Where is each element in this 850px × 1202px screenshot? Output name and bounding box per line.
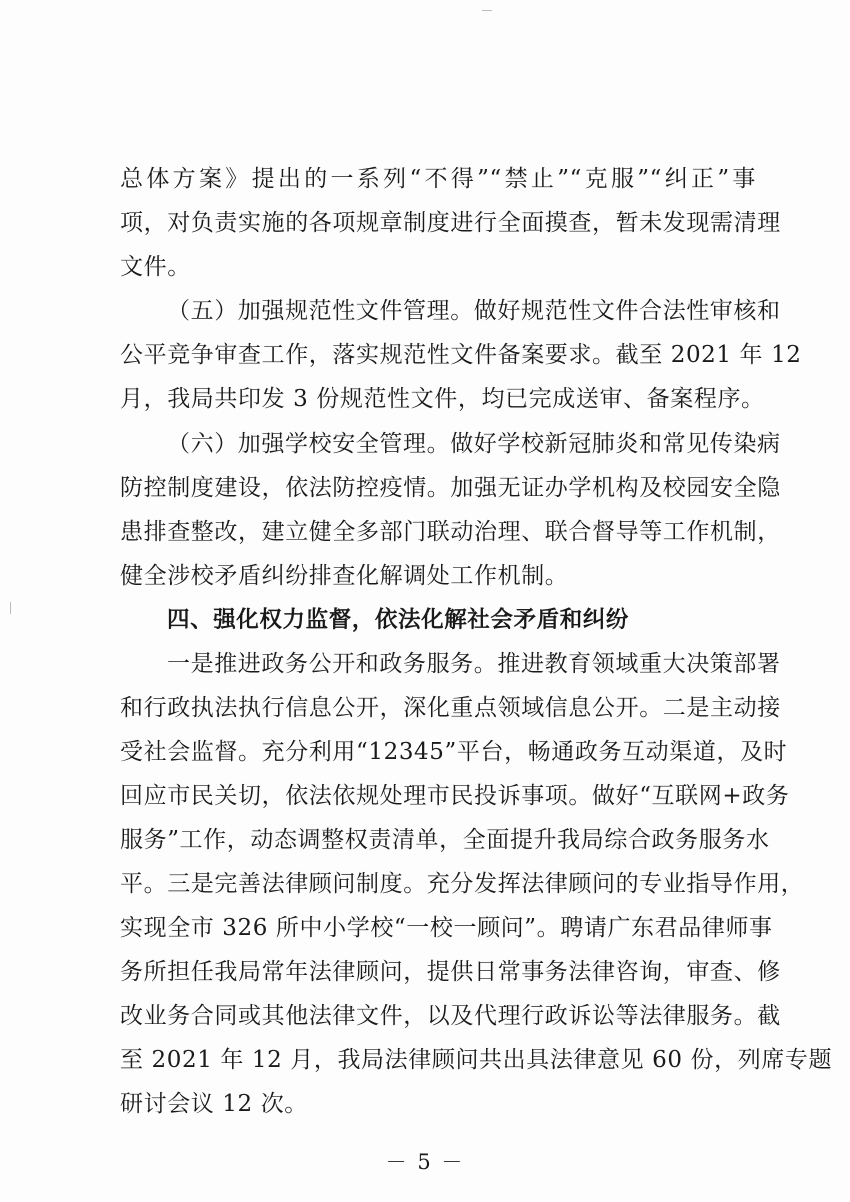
scan-mark-top bbox=[482, 10, 492, 11]
scan-mark-left bbox=[10, 602, 11, 614]
body-line: 项，对负责实施的各项规章制度进行全面摸查，暂未发现需清理 bbox=[120, 210, 781, 236]
body-line: 受社会监督。充分利用“12345”平台，畅通政务互动渠道，及时 bbox=[120, 739, 788, 765]
body-line: 研讨会议 12 次。 bbox=[120, 1091, 308, 1117]
body-line: 总体方案》提出的一系列“不得”“禁止”“克服”“纠正”事 bbox=[120, 166, 756, 192]
body-line: 和行政执法执行信息公开，深化重点领域信息公开。二是主动接 bbox=[120, 695, 781, 721]
body-line: 回应市民关切，依法依规处理市民投诉事项。做好“互联网+政务 bbox=[120, 783, 790, 809]
body-line: 平。三是完善法律顾问制度。充分发挥法律顾问的专业指导作用， bbox=[120, 871, 805, 897]
section-4-heading: 四、强化权力监督，依法化解社会矛盾和纠纷 bbox=[167, 607, 630, 633]
page-number: － 5 － bbox=[385, 1150, 465, 1174]
body-line: 改业务合同或其他法律文件，以及代理行政诉讼等法律服务。截 bbox=[120, 1003, 781, 1029]
body-line: 务所担任我局常年法律顾问，提供日常事务法律咨询，审查、修 bbox=[120, 959, 781, 985]
body-line: 服务”工作，动态调整权责清单，全面提升我局综合政务服务水 bbox=[120, 827, 770, 853]
body-line: 健全涉校矛盾纠纷排查化解调处工作机制。 bbox=[120, 563, 569, 589]
body-line: 至 2021 年 12 月，我局法律顾问共出具法律意见 60 份，列席专题 bbox=[120, 1047, 833, 1073]
section-6-first-line: （六）加强学校安全管理。做好学校新冠肺炎和常见传染病 bbox=[167, 431, 781, 457]
body-line: 防控制度建设，依法防控疫情。加强无证办学机构及校园安全隐 bbox=[120, 475, 781, 501]
body-line: 公平竞争审查工作，落实规范性文件备案要求。截至 2021 年 12 bbox=[120, 342, 802, 368]
section-4-first-line: 一是推进政务公开和政务服务。推进教育领域重大决策部署 bbox=[167, 651, 781, 677]
body-line: 文件。 bbox=[120, 254, 191, 280]
body-line: 月，我局共印发 3 份规范性文件，均已完成送审、备案程序。 bbox=[120, 386, 765, 412]
body-line: 实现全市 326 所中小学校“一校一顾问”。聘请广东君品律师事 bbox=[120, 915, 773, 941]
section-5-first-line: （五）加强规范性文件管理。做好规范性文件合法性审核和 bbox=[167, 298, 781, 324]
body-line: 患排查整改，建立健全多部门联动治理、联合督导等工作机制， bbox=[120, 519, 781, 545]
